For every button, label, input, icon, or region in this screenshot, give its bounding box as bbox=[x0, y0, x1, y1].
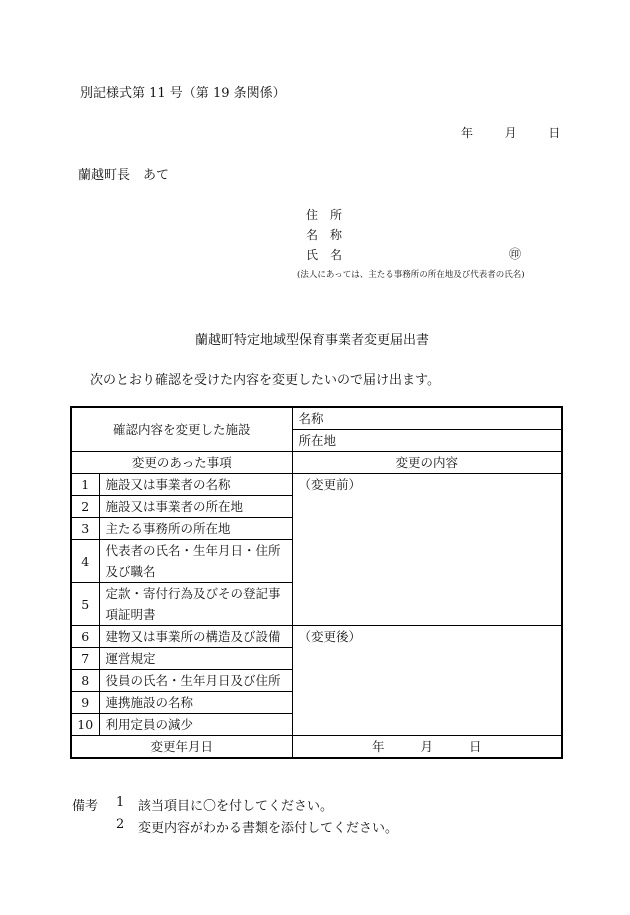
before-change-field[interactable] bbox=[292, 474, 562, 626]
submission-date bbox=[461, 124, 560, 141]
item-number: 1 bbox=[71, 474, 99, 496]
form-reference: 別記様式第 11 号（第 19 条関係） bbox=[80, 86, 286, 101]
item-label: 代表者の氏名・生年月日・住所及び職名 bbox=[99, 540, 292, 583]
facility-location-field[interactable]: 所在地 bbox=[292, 430, 562, 452]
change-date-year: 年 bbox=[372, 739, 385, 754]
item-number: 6 bbox=[71, 626, 99, 648]
remark-text: 該当項目に〇を付してください。 bbox=[138, 799, 334, 814]
items-header: 変更のあった事項 bbox=[71, 452, 292, 474]
item-label: 利用定員の減少 bbox=[99, 714, 292, 736]
remarks-label: 備考 bbox=[72, 799, 99, 814]
item-number: 4 bbox=[71, 540, 99, 583]
item-label: 建物又は事業所の構造及び設備 bbox=[99, 626, 292, 648]
name-label: 名 称 bbox=[306, 228, 343, 242]
item-label: 定款・寄付行為及びその登記事項証明書 bbox=[99, 583, 292, 626]
date-year: 年 bbox=[461, 126, 474, 140]
after-change-field[interactable] bbox=[292, 626, 562, 736]
facility-header: 確認内容を変更した施設 bbox=[71, 407, 292, 452]
date-month: 月 bbox=[504, 126, 517, 140]
remark-text: 変更内容がわかる書類を添付してください。 bbox=[138, 821, 399, 836]
remark-number: 2 bbox=[116, 817, 125, 832]
address-label: 住 所 bbox=[306, 208, 343, 222]
corporate-note: (法人にあっては、主たる事務所の所在地及び代表者の氏名) bbox=[297, 270, 525, 280]
item-number: 8 bbox=[71, 670, 99, 692]
change-date-field[interactable] bbox=[292, 736, 562, 759]
change-date-label: 変更年月日 bbox=[71, 736, 292, 759]
document-title: 蘭越町特定地域型保育事業者変更届出書 bbox=[195, 333, 430, 348]
addressee: 蘭越町長 あて bbox=[78, 168, 170, 183]
item-number: 10 bbox=[71, 714, 99, 736]
item-number: 7 bbox=[71, 648, 99, 670]
item-label: 施設又は事業者の所在地 bbox=[99, 496, 292, 518]
item-label: 役員の氏名・生年月日及び住所 bbox=[99, 670, 292, 692]
change-form-table bbox=[70, 406, 563, 759]
change-date-day: 日 bbox=[468, 739, 482, 754]
item-number: 9 bbox=[71, 692, 99, 714]
content-header: 変更の内容 bbox=[292, 452, 562, 474]
before-label: （変更前） bbox=[298, 477, 362, 492]
person-name-label: 氏 名 bbox=[306, 248, 343, 262]
seal-mark: ㊞ bbox=[509, 247, 522, 261]
item-label: 主たる事務所の所在地 bbox=[99, 518, 292, 540]
item-label: 連携施設の名称 bbox=[99, 692, 292, 714]
date-day: 日 bbox=[548, 126, 561, 140]
remark-number: 1 bbox=[116, 795, 125, 810]
change-date-month: 月 bbox=[420, 739, 434, 754]
intro-text: 次のとおり確認を受けた内容を変更したいので届け出ます。 bbox=[90, 373, 440, 388]
item-label: 施設又は事業者の名称 bbox=[99, 474, 292, 496]
facility-name-field[interactable]: 名称 bbox=[292, 407, 562, 430]
item-number: 2 bbox=[71, 496, 99, 518]
after-label: （変更後） bbox=[298, 629, 362, 644]
item-number: 3 bbox=[71, 518, 99, 540]
item-label: 運営規定 bbox=[99, 648, 292, 670]
item-number: 5 bbox=[71, 583, 99, 626]
